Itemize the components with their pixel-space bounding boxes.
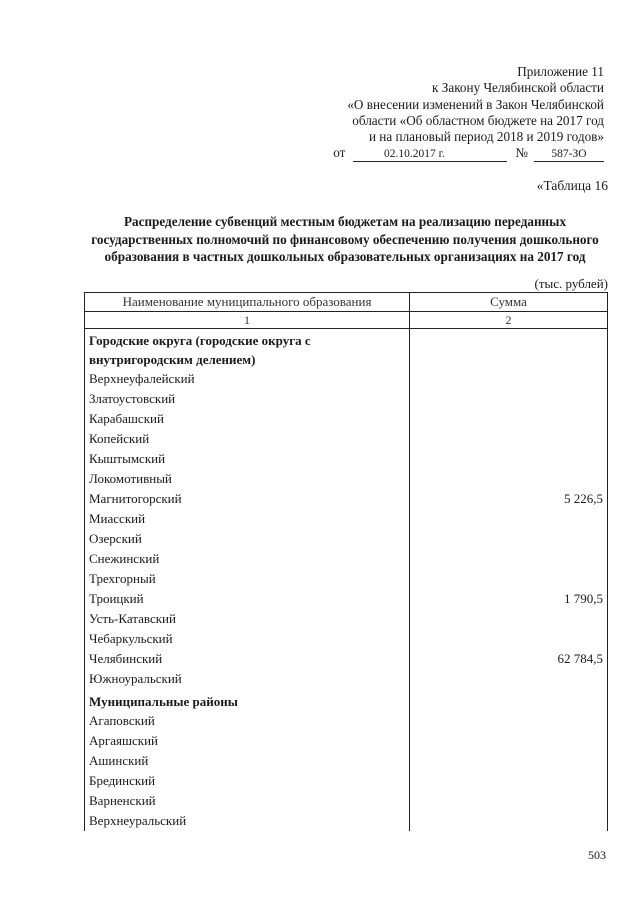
municipality-name: Копейский — [85, 429, 410, 449]
from-label: от — [333, 145, 346, 161]
subvention-sum — [410, 429, 608, 449]
subvention-sum — [410, 609, 608, 629]
appendix-header — [274, 64, 604, 162]
appendix-number: Приложение 11 — [517, 64, 604, 79]
date-underline — [475, 161, 507, 162]
column-number-name: 1 — [85, 312, 410, 329]
subvention-sum — [410, 469, 608, 489]
table-body — [85, 329, 608, 832]
table-row — [85, 731, 608, 751]
municipality-name: Челябинский — [85, 649, 410, 669]
subvention-sum: 1 790,5 — [410, 589, 608, 609]
subvention-sum: 62 784,5 — [410, 649, 608, 669]
header-row — [85, 293, 608, 312]
appendix-law-title-2: области «Об областном бюджете на 2017 год — [352, 112, 604, 128]
table-row — [85, 369, 608, 389]
subvention-sum — [410, 629, 608, 649]
law-date-number-line — [274, 145, 604, 161]
municipality-name: Варненский — [85, 791, 410, 811]
table-row — [85, 509, 608, 529]
appendix-law-line: к Закону Челябинской области — [432, 80, 604, 96]
number-label: № — [515, 145, 528, 161]
table-row — [85, 771, 608, 791]
municipality-name: Верхнеуфалейский — [85, 369, 410, 389]
subvention-sum — [410, 811, 608, 831]
table-row — [85, 429, 608, 449]
subvention-sum — [410, 529, 608, 549]
municipality-name: Снежинский — [85, 549, 410, 569]
municipality-name: Озерский — [85, 529, 410, 549]
municipality-name: Трехгорный — [85, 569, 410, 589]
municipality-name: Карабашский — [85, 409, 410, 429]
subvention-sum — [410, 369, 608, 389]
column-header-sum: Сумма — [410, 293, 608, 312]
table-row — [85, 669, 608, 689]
subvention-table — [84, 292, 608, 831]
municipality-name: Чебаркульский — [85, 629, 410, 649]
table-row — [85, 711, 608, 731]
municipality-name: Усть-Катавский — [85, 609, 410, 629]
table-row — [85, 549, 608, 569]
table-row — [85, 751, 608, 771]
law-date: 02.10.2017 г. — [353, 148, 475, 162]
table-reference: «Таблица 16 — [536, 178, 608, 193]
municipality-name: Брединский — [85, 771, 410, 791]
subvention-sum — [410, 509, 608, 529]
table-header — [85, 293, 608, 329]
table-row — [85, 569, 608, 589]
municipality-name: Миасский — [85, 509, 410, 529]
municipality-name: Кыштымский — [85, 449, 410, 469]
municipality-name: Муниципальные районы — [85, 689, 410, 711]
column-number-row — [85, 312, 608, 329]
table-row — [85, 489, 608, 509]
municipality-name: Ашинский — [85, 751, 410, 771]
subvention-sum — [410, 771, 608, 791]
subvention-sum — [410, 689, 608, 711]
table-row — [85, 529, 608, 549]
table-row — [85, 649, 608, 669]
subvention-sum — [410, 549, 608, 569]
subvention-sum — [410, 731, 608, 751]
table-row — [85, 409, 608, 429]
table-row — [85, 609, 608, 629]
document-title: Распределение субвенций местным бюджетам на реализацию переданных государственных полномочий по финансовому обеспечению получения дошкольного образования в частных дошкольных образовательных организациях на 2017 год — [91, 214, 599, 265]
municipality-name: Магнитогорский — [85, 489, 410, 509]
subvention-sum — [410, 389, 608, 409]
table-group-row — [85, 329, 608, 370]
subvention-sum — [410, 329, 608, 370]
municipality-name: Локомотивный — [85, 469, 410, 489]
municipality-name: Южноуральский — [85, 669, 410, 689]
table-row — [85, 449, 608, 469]
subvention-sum — [410, 409, 608, 429]
municipality-name: Городские округа (городские округа с внутригородским делением) — [85, 329, 410, 370]
municipality-name: Верхнеуральский — [85, 811, 410, 831]
column-header-name: Наименование муниципального образования — [85, 293, 410, 312]
table-group-row — [85, 689, 608, 711]
table-row — [85, 389, 608, 409]
table-row — [85, 589, 608, 609]
subvention-sum — [410, 791, 608, 811]
subvention-sum — [410, 569, 608, 589]
municipality-name: Аргаяшский — [85, 731, 410, 751]
subvention-sum — [410, 449, 608, 469]
appendix-law-title-1: «О внесении изменений в Закон Челябинской — [347, 96, 604, 112]
appendix-law-title-3: и на плановый период 2018 и 2019 годов» — [368, 129, 604, 145]
law-number: 587-ЗО — [534, 148, 604, 162]
table-row — [85, 629, 608, 649]
table-row — [85, 469, 608, 489]
column-number-sum: 2 — [410, 312, 608, 329]
page-number: 503 — [588, 848, 606, 862]
municipality-name: Агаповский — [85, 711, 410, 731]
table-row — [85, 791, 608, 811]
subvention-sum — [410, 669, 608, 689]
subvention-sum: 5 226,5 — [410, 489, 608, 509]
subvention-sum — [410, 751, 608, 771]
municipality-name: Златоустовский — [85, 389, 410, 409]
table-row — [85, 811, 608, 831]
units-label: (тыс. рублей) — [534, 276, 608, 291]
subvention-sum — [410, 711, 608, 731]
municipality-name: Троицкий — [85, 589, 410, 609]
